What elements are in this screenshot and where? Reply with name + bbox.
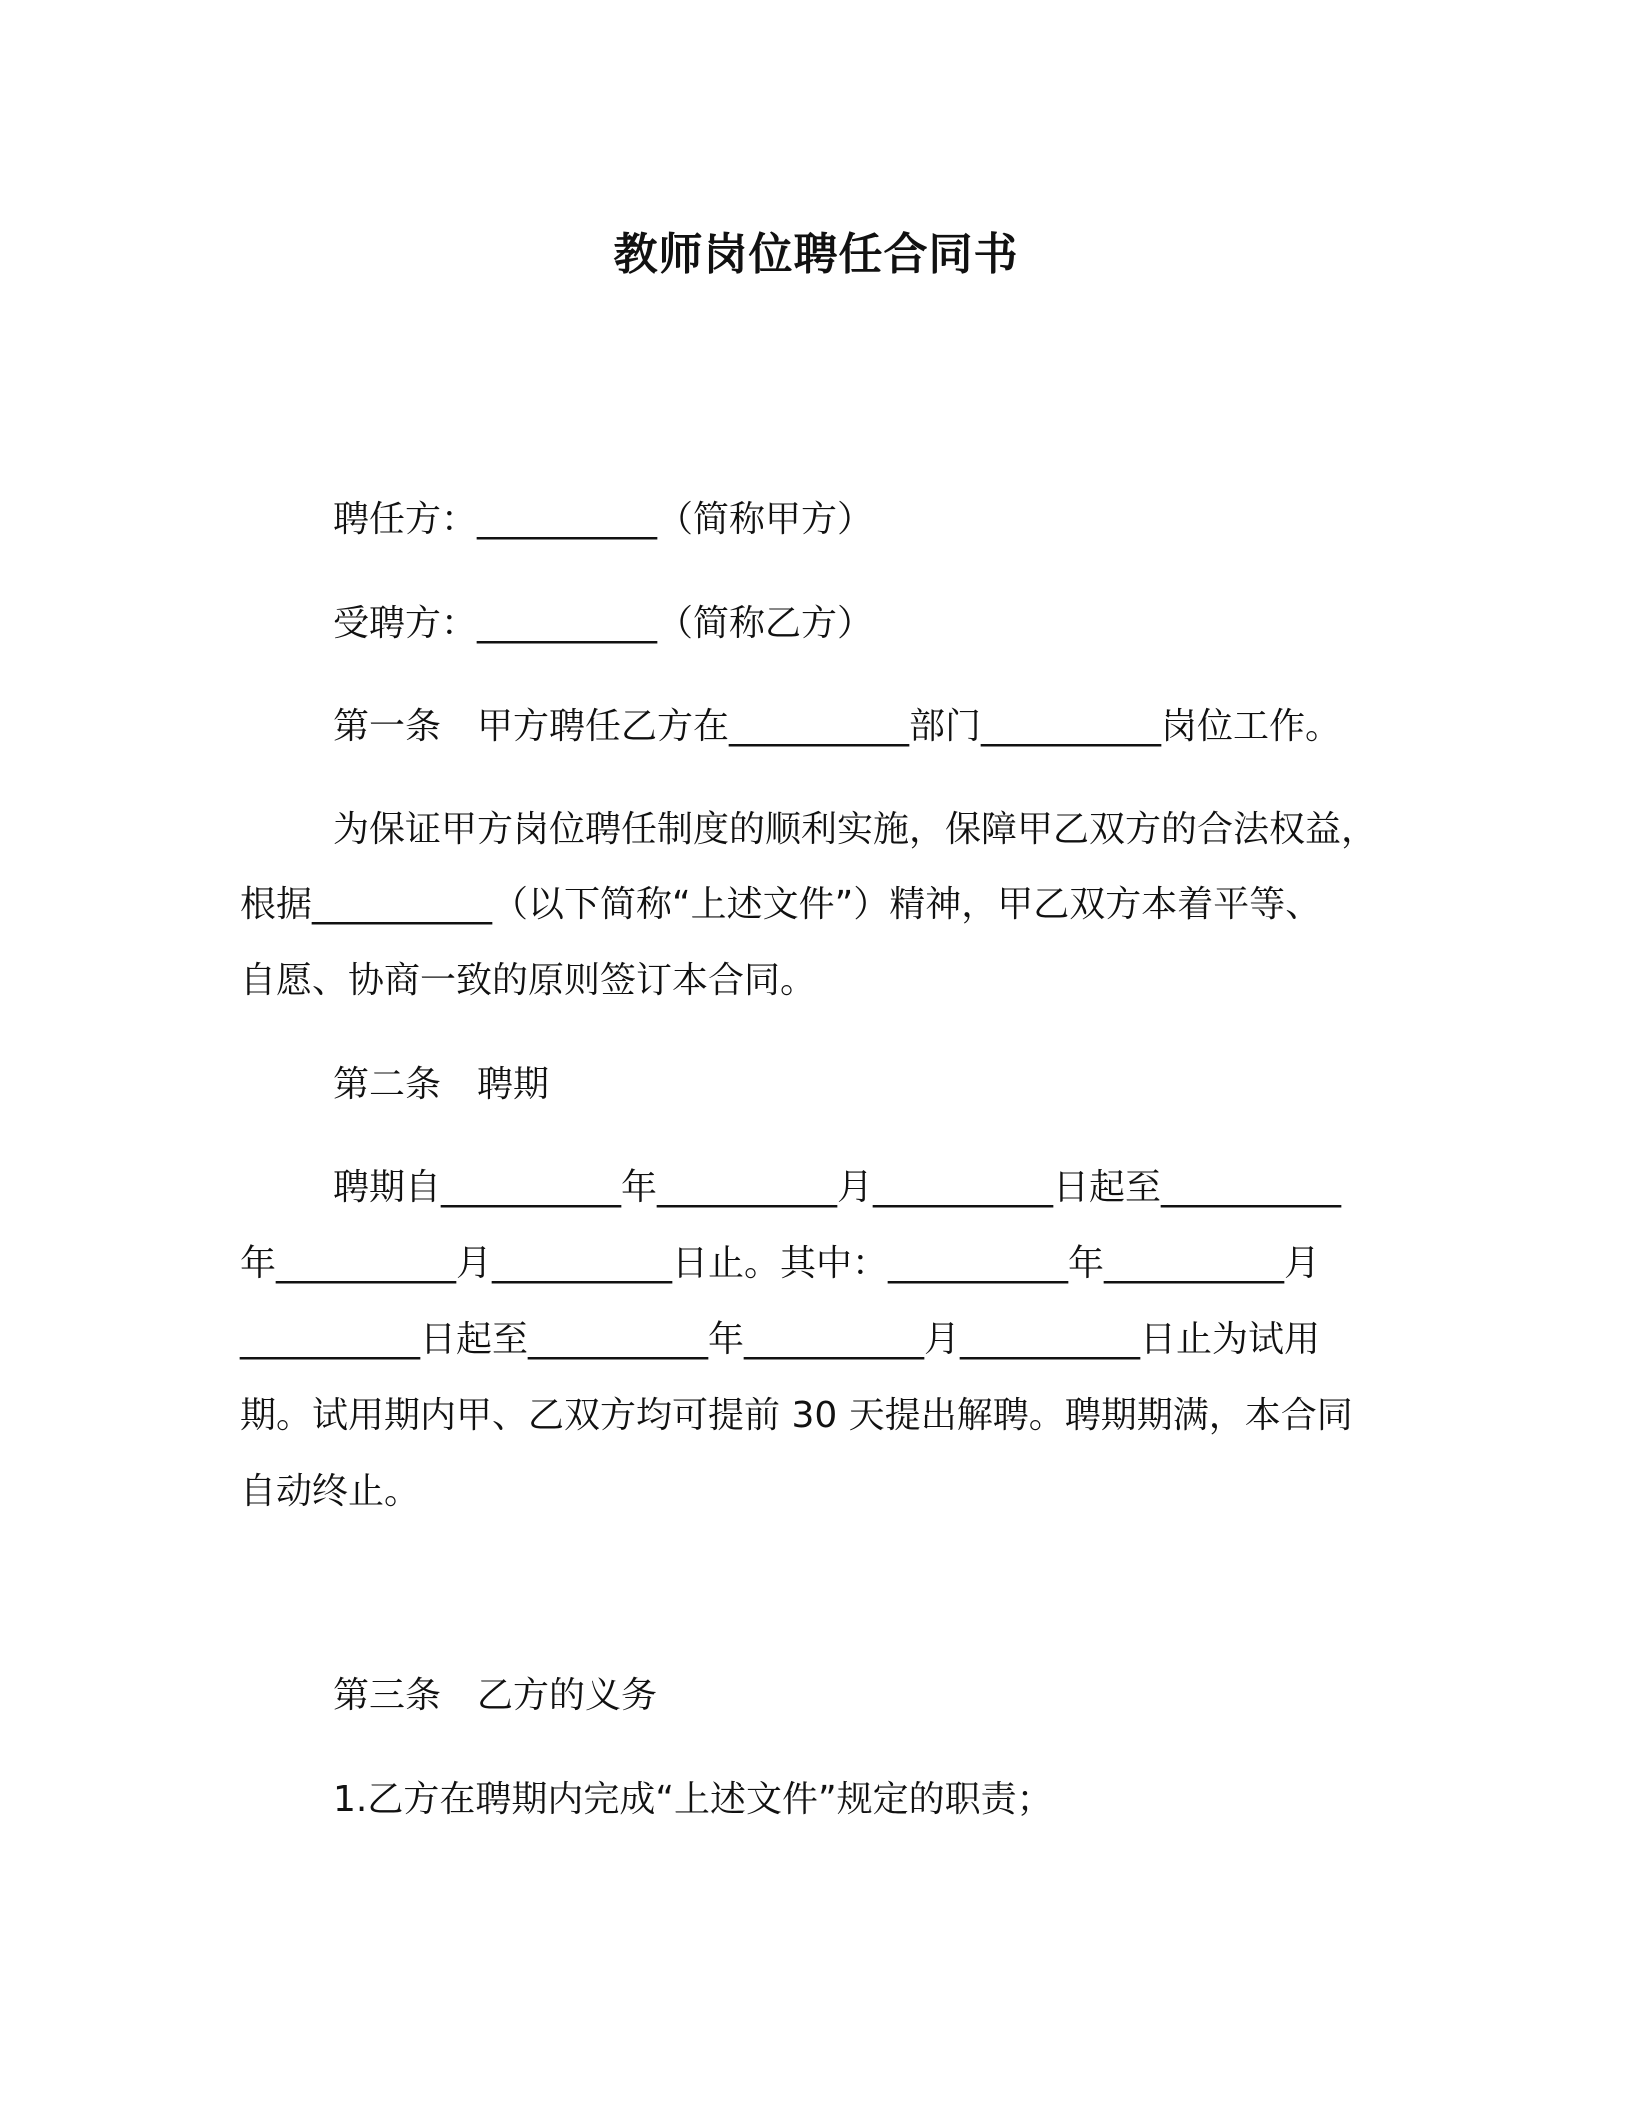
preamble-line-3: 自愿、协商一致的原则签订本合同。 <box>240 960 817 1001</box>
preamble-line-2: 根据__________（以下简称“上述文件”）精神，甲乙双方本着平等、 <box>240 884 1322 925</box>
preamble-line-1: 为保证甲方岗位聘任制度的顺利实施，保障甲乙双方的合法权益， <box>333 809 1378 850</box>
employee-line: 受聘方：__________（简称乙方） <box>333 603 874 644</box>
document-title: 教师岗位聘任合同书 <box>613 229 1019 280</box>
employer-line: 聘任方：__________（简称甲方） <box>333 499 874 540</box>
article-3-heading: 第三条 乙方的义务 <box>333 1675 658 1716</box>
term-line-5: 自动终止。 <box>240 1471 421 1512</box>
term-line-4: 期。试用期内甲、乙双方均可提前 30 天提出解聘。聘期期满，本合同 <box>240 1395 1353 1436</box>
term-line-1: 聘期自__________年__________月__________日起至__________ <box>333 1167 1342 1208</box>
term-line-2: 年__________月__________日止。其中：__________年__________月 <box>240 1243 1321 1284</box>
article-2-heading: 第二条 聘期 <box>333 1064 550 1105</box>
term-line-3: __________日起至__________年__________月__________日止为试用 <box>240 1319 1321 1360</box>
article-1-line: 第一条 甲方聘任乙方在__________部门__________岗位工作。 <box>333 706 1342 747</box>
duty-item-1: 1.乙方在聘期内完成“上述文件”规定的职责； <box>333 1779 1053 1820</box>
